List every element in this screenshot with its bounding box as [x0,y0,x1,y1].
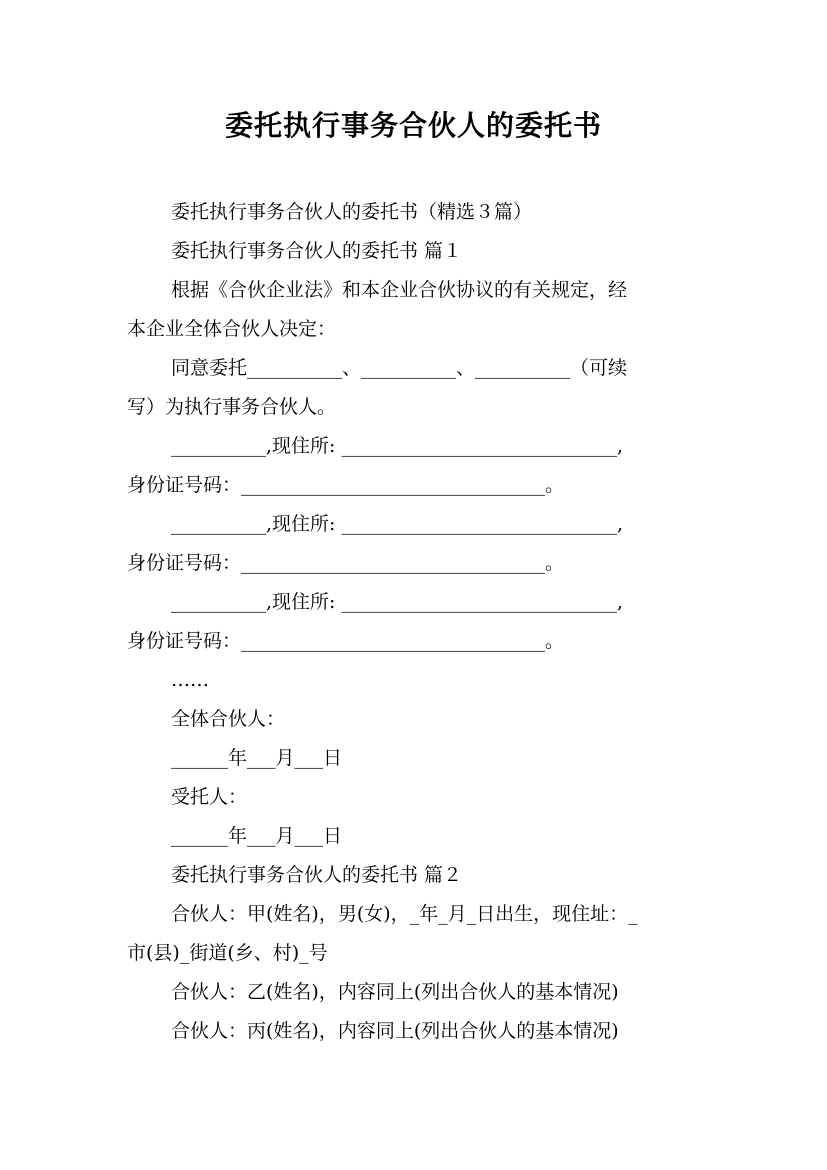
paragraph-line: 身份证号码：________________________________。 [127,552,565,574]
paragraph-line: __________,现住所: _____________________________, [171,591,624,613]
document-body [127,193,717,1051]
paragraph-line: 市(县)_街道(乡、村)_号 [127,942,328,964]
paragraph-line: 合伙人：丙(姓名)，内容同上(列出合伙人的基本情况) [171,1020,619,1042]
paragraph-line: 本企业全体合伙人决定： [127,318,337,340]
paragraph-line: ______年___月___日 [171,825,343,847]
paragraph-line: 同意委托__________、__________、__________（可续 [171,357,628,379]
paragraph-line: __________,现住所: _____________________________, [171,435,624,457]
paragraph-line: 根据《合伙企业法》和本企业合伙协议的有关规定，经 [171,279,628,301]
paragraph-line: 合伙人：乙(姓名)，内容同上(列出合伙人的基本情况) [171,981,619,1003]
paragraph-line: 委托执行事务合伙人的委托书（精选３篇） [171,201,533,223]
paragraph-line: ______年___月___日 [171,747,343,769]
paragraph-line: 合伙人：甲(姓名)，男(女)，_年_月_日出生，现住址：_ [171,903,638,925]
paragraph-line: 身份证号码：________________________________。 [127,630,565,652]
paragraph-line: …… [171,669,209,691]
paragraph-line: 身份证号码：________________________________。 [127,474,565,496]
paragraph-line: 委托执行事务合伙人的委托书 篇１ [171,240,463,262]
paragraph-line: 全体合伙人： [171,708,286,730]
document-title: 委托执行事务合伙人的委托书 [224,109,602,142]
paragraph-line: 受托人： [171,786,248,808]
paragraph-line: __________,现住所: _____________________________, [171,513,624,535]
paragraph-line: 委托执行事务合伙人的委托书 篇２ [171,864,463,886]
paragraph-line: 写）为执行事务合伙人。 [127,396,337,418]
